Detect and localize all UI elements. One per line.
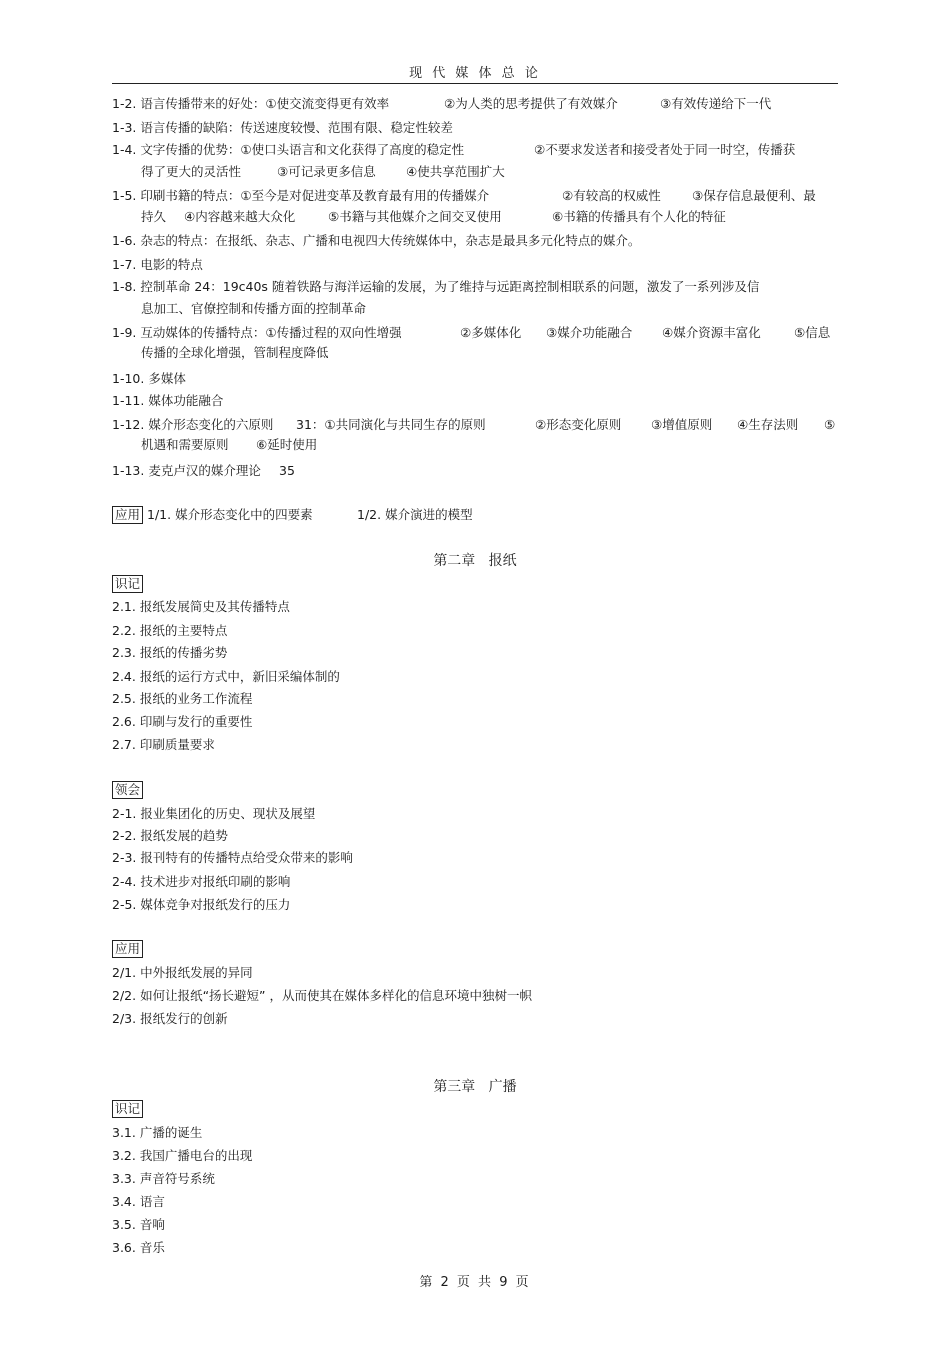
item-text: 1-6. 杂志的特点：在报纸、杂志、广播和电视四大传统媒体中，杂志是最具多元化特点的媒介。 bbox=[112, 233, 641, 248]
list-item: 3.5. 音响 bbox=[112, 1217, 165, 1232]
page-header-title: 现 代 媒 体 总 论 bbox=[409, 66, 541, 81]
item-text: ②不要求发送者和接受者处于同一时空，传播获 bbox=[534, 142, 796, 157]
item-text: 1/1. 媒介形态变化中的四要素 bbox=[147, 507, 313, 522]
chapter-name: 报纸 bbox=[488, 553, 517, 569]
chapter-2-title bbox=[112, 552, 838, 570]
item-text: ⑥延时使用 bbox=[256, 437, 318, 452]
list-item: 2.5. 报纸的业务工作流程 bbox=[112, 691, 253, 706]
item-text: ⑤信息 bbox=[794, 325, 831, 340]
item-text: 1-3. 语言传播的缺陷：传送速度较慢、范围有限、稳定性较差 bbox=[112, 120, 453, 135]
list-item: 3.6. 音乐 bbox=[112, 1240, 165, 1255]
item-text: 31：①共同演化与共同生存的原则 bbox=[296, 417, 486, 432]
item-text: ②为人类的思考提供了有效媒介 bbox=[444, 96, 618, 111]
item-text: 1-4. 文字传播的优势：①使口头语言和文化获得了高度的稳定性 bbox=[112, 142, 465, 157]
item-text: ③可记录更多信息 bbox=[277, 164, 376, 179]
chapter-number: 第二章 bbox=[433, 553, 476, 569]
item-text: ④媒介资源丰富化 bbox=[662, 325, 761, 340]
item-text: ⑤ bbox=[824, 417, 836, 432]
item-text: ⑤书籍与其他媒介之间交叉使用 bbox=[328, 209, 502, 224]
item-text: ④生存法则 bbox=[737, 417, 799, 432]
item-text: 1-9. 互动媒体的传播特点：①传播过程的双向性增强 bbox=[112, 325, 402, 340]
section-label-apply: 应用 bbox=[112, 940, 143, 958]
item-text: 1-2. 语言传播带来的好处：①使交流变得更有效率 bbox=[112, 96, 390, 111]
item-text: 1-13. 麦克卢汉的媒介理论 bbox=[112, 463, 261, 478]
item-text: 1/2. 媒介演进的模型 bbox=[357, 507, 473, 522]
list-item: 3.4. 语言 bbox=[112, 1194, 165, 1209]
item-text: ⑥书籍的传播具有个人化的特征 bbox=[552, 209, 726, 224]
chapter-number: 第三章 bbox=[433, 1079, 476, 1095]
chapter-3-title bbox=[112, 1078, 838, 1096]
item-text: 1-7. 电影的特点 bbox=[112, 257, 203, 272]
list-item: 2/2. 如何让报纸“扬长避短” ，从而使其在媒体多样化的信息环境中独树一帜 bbox=[112, 988, 532, 1003]
section-label-memorize: 识记 bbox=[112, 575, 143, 593]
item-text: ③增值原则 bbox=[651, 417, 713, 432]
list-item: 2-2. 报纸发展的趋势 bbox=[112, 828, 228, 843]
list-item: 2.2. 报纸的主要特点 bbox=[112, 623, 228, 638]
list-item: 2-5. 媒体竞争对报纸发行的压力 bbox=[112, 897, 291, 912]
item-text: ③保存信息最便利、最 bbox=[692, 188, 816, 203]
item-text: ③媒介功能融合 bbox=[546, 325, 633, 340]
item-text: ②形态变化原则 bbox=[535, 417, 622, 432]
item-text: ③有效传递给下一代 bbox=[660, 96, 772, 111]
list-item: 2-4. 技术进步对报纸印刷的影响 bbox=[112, 874, 291, 889]
list-item: 2-3. 报刊特有的传播特点给受众带来的影响 bbox=[112, 850, 353, 865]
item-text: 传播的全球化增强，管制程度降低 bbox=[141, 345, 329, 360]
chapter-name: 广播 bbox=[488, 1079, 517, 1095]
list-item: 3.3. 声音符号系统 bbox=[112, 1171, 215, 1186]
item-text: 1-8. 控制革命 24：19c40s 随着铁路与海洋运输的发展，为了维持与远距离控制相联系的问题，激发了一系列涉及信 bbox=[112, 279, 760, 294]
list-item: 2.6. 印刷与发行的重要性 bbox=[112, 714, 253, 729]
item-text: 持久 bbox=[141, 209, 167, 224]
item-text: ④使共享范围扩大 bbox=[406, 164, 505, 179]
item-text: ②有较高的权威性 bbox=[562, 188, 661, 203]
list-item: 2/1. 中外报纸发展的异同 bbox=[112, 965, 253, 980]
list-item: 2.7. 印刷质量要求 bbox=[112, 737, 215, 752]
item-text: 1-5. 印刷书籍的特点：①至今是对促进变革及教育最有用的传播媒介 bbox=[112, 188, 490, 203]
item-text: 1-10. 多媒体 bbox=[112, 371, 186, 386]
section-label-understand: 领会 bbox=[112, 781, 143, 799]
list-item: 2.1. 报纸发展简史及其传播特点 bbox=[112, 599, 290, 614]
item-text: ②多媒体化 bbox=[460, 325, 522, 340]
list-item: 2/3. 报纸发行的创新 bbox=[112, 1011, 228, 1026]
item-text: 得了更大的灵活性 bbox=[141, 164, 242, 179]
list-item: 2-1. 报业集团化的历史、现状及展望 bbox=[112, 806, 316, 821]
list-item: 3.2. 我国广播电台的出现 bbox=[112, 1148, 253, 1163]
item-text: 1-12. 媒介形态变化的六原则 bbox=[112, 417, 274, 432]
item-text: 1-11. 媒体功能融合 bbox=[112, 393, 224, 408]
section-label-memorize: 识记 bbox=[112, 1100, 143, 1118]
item-text: 机遇和需要原则 bbox=[141, 437, 229, 452]
section-label-apply: 应用 bbox=[112, 506, 143, 524]
page-footer: 第 2 页 共 9 页 bbox=[419, 1275, 531, 1290]
list-item: 2.4. 报纸的运行方式中，新旧采编体制的 bbox=[112, 669, 340, 684]
item-text: ④内容越来越大众化 bbox=[184, 209, 296, 224]
list-item: 2.3. 报纸的传播劣势 bbox=[112, 645, 228, 660]
item-text: 息加工、官僚控制和传播方面的控制革命 bbox=[141, 301, 367, 316]
list-item: 3.1. 广播的诞生 bbox=[112, 1125, 203, 1140]
header-rule bbox=[112, 83, 838, 84]
item-text: 35 bbox=[279, 463, 295, 478]
